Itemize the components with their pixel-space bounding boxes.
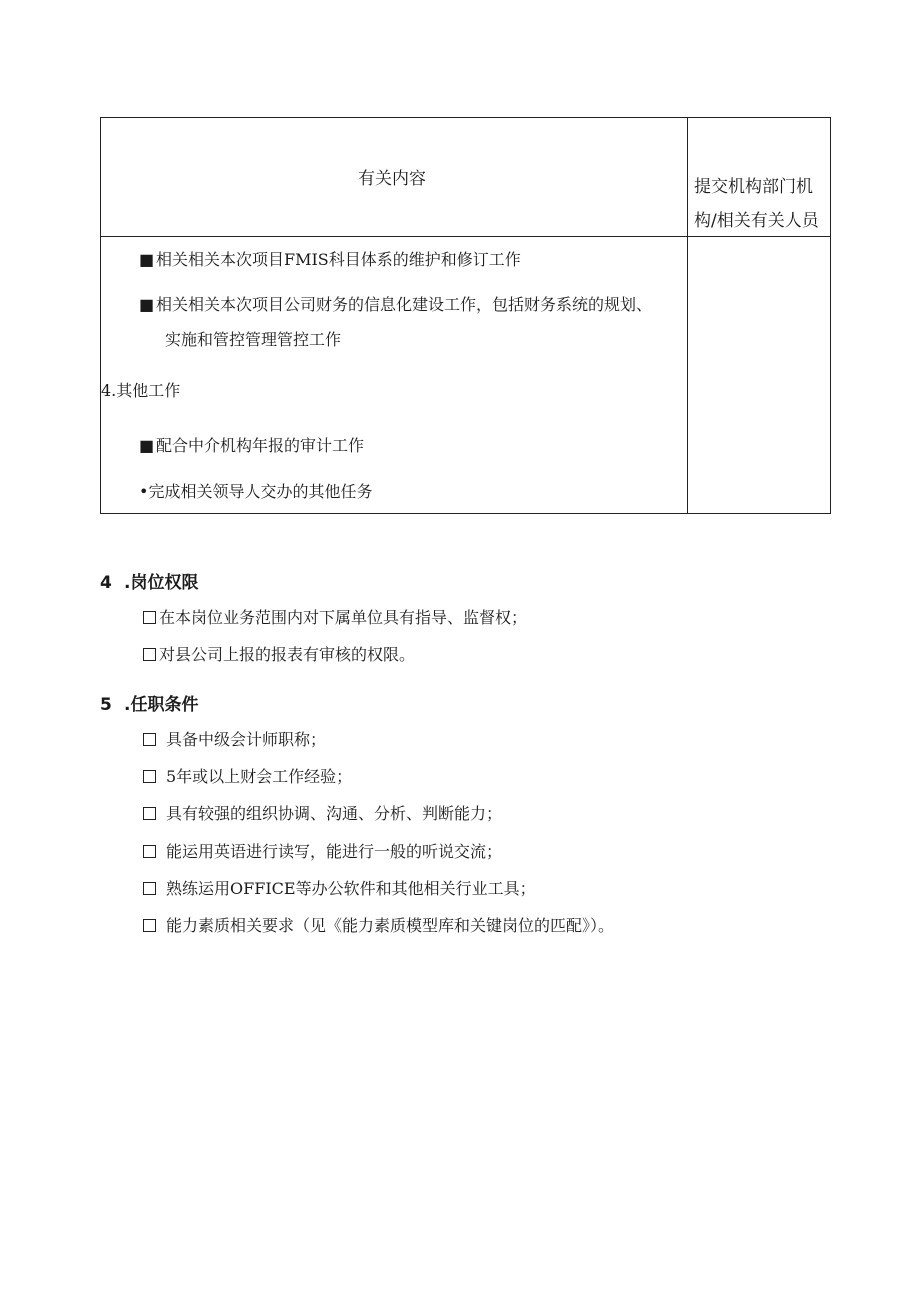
section-heading-authority: 4 .岗位权限 — [100, 573, 199, 593]
checkbox-icon — [143, 919, 156, 932]
list-item: 熟练运用OFFICE等办公软件和其他相关行业工具； — [143, 879, 536, 899]
table-row — [139, 436, 364, 456]
list-item: 能力素质相关要求（见《能力素质模型库和关键岗位的匹配》）。 — [143, 916, 614, 936]
square-bullet-icon: ■ — [139, 436, 155, 455]
square-bullet-icon: ■ — [139, 250, 155, 269]
checkbox-icon — [143, 807, 156, 820]
square-bullet-icon: ■ — [139, 295, 155, 314]
responsibility-table — [100, 117, 831, 514]
list-item: 具有较强的组织协调、沟通、分析、判断能力； — [143, 804, 502, 824]
list-item: 在本岗位业务范围内对下属单位具有指导、监督权； — [143, 608, 527, 628]
table-header-submitter: 提交机构部门机构/相关有关人员 — [694, 177, 819, 231]
list-item: 具备中级会计师职称； — [143, 730, 326, 750]
row-text: 相关相关本次项目公司财务的信息化建设工作，包括财务系统的规划、 — [156, 295, 653, 314]
checkbox-icon — [143, 882, 156, 895]
table-column-divider — [687, 118, 688, 513]
table-subheading: 4.其他工作 — [101, 381, 181, 400]
checkbox-icon — [143, 770, 156, 783]
section-heading-qualifications: 5 .任职条件 — [100, 695, 199, 715]
row-text: 相关相关本次项目FMIS科目体系的维护和修订工作 — [156, 250, 521, 269]
row-text: 完成相关领导人交办的其他任务 — [148, 482, 373, 501]
checkbox-icon — [143, 733, 156, 746]
table-header-content: 有关内容 — [358, 169, 426, 189]
checkbox-icon — [143, 648, 156, 661]
row-text: 配合中介机构年报的审计工作 — [156, 436, 365, 455]
checkbox-icon — [143, 845, 156, 858]
table-row — [139, 250, 521, 270]
list-item: 对县公司上报的报表有审核的权限。 — [143, 645, 415, 665]
table-row — [139, 295, 652, 315]
table-row-continuation: 实施和管控管理管控工作 — [165, 330, 342, 349]
dot-bullet-icon: • — [139, 482, 149, 501]
list-item: 能运用英语进行读写，能进行一般的听说交流； — [143, 842, 502, 862]
table-row — [139, 482, 372, 502]
checkbox-icon — [143, 611, 156, 624]
list-item: 5年或以上财会工作经验； — [143, 767, 352, 787]
